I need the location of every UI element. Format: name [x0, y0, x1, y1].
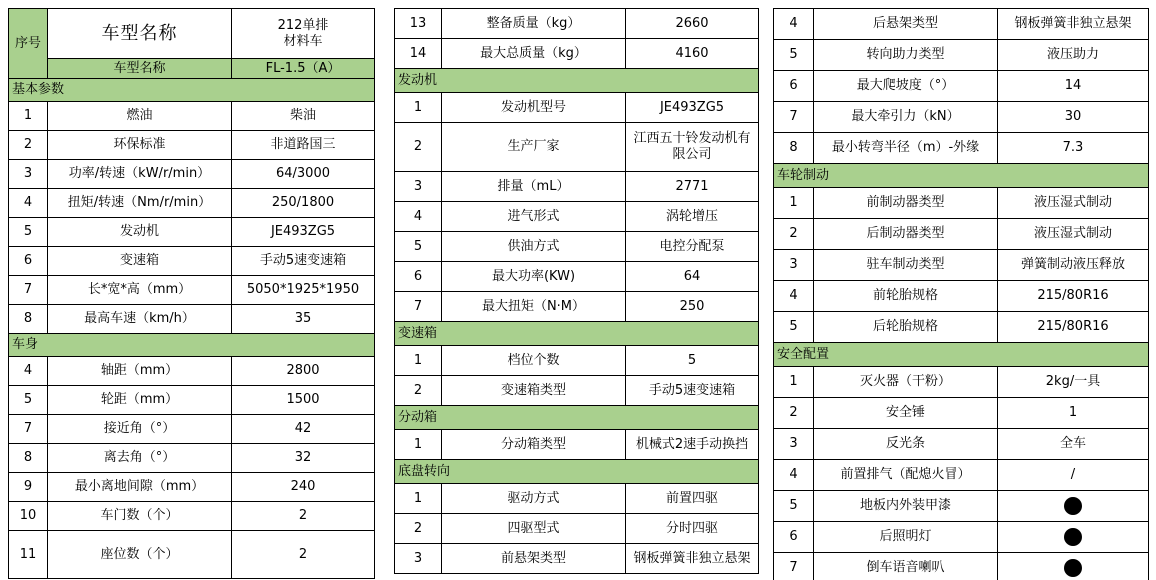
spec-row [395, 544, 759, 574]
spec-row [774, 522, 1149, 553]
spec-row [395, 346, 759, 376]
row-label-cell: 最小转弯半径（m）-外缘 [814, 133, 998, 164]
section-header-row [774, 343, 1149, 367]
row-label-cell: 后轮胎规格 [814, 312, 998, 343]
spec-column-brakes-safety [773, 8, 1148, 580]
section-header-cell: 安全配置 [774, 343, 1149, 367]
row-value-cell [998, 553, 1149, 580]
seq-header-cell: 序号 [9, 9, 48, 79]
row-value-cell: 1 [998, 398, 1149, 429]
row-number-cell: 14 [395, 39, 442, 69]
row-label-cell: 整备质量（kg） [442, 9, 626, 39]
row-number-cell: 2 [774, 219, 814, 250]
row-label-cell: 安全锤 [814, 398, 998, 429]
row-value-cell: 4160 [626, 39, 759, 69]
row-number-cell: 3 [9, 160, 48, 189]
spec-row [774, 281, 1149, 312]
row-label-cell: 功率/转速（kW/r/min） [48, 160, 232, 189]
row-value-cell: 35 [232, 305, 375, 334]
row-number-cell: 8 [9, 305, 48, 334]
row-label-cell: 排量（mL） [442, 172, 626, 202]
spec-row [9, 415, 375, 444]
row-number-cell: 2 [395, 514, 442, 544]
row-value-cell: 液压湿式制动 [998, 188, 1149, 219]
row-label-cell: 离去角（°） [48, 444, 232, 473]
row-label-cell: 进气形式 [442, 202, 626, 232]
row-value-cell: 电控分配泵 [626, 232, 759, 262]
row-number-cell: 5 [9, 386, 48, 415]
row-label-cell: 分动箱类型 [442, 430, 626, 460]
spec-row [9, 102, 375, 131]
row-value-cell: 2kg/一具 [998, 367, 1149, 398]
section-header-cell: 车身 [9, 334, 375, 357]
row-number-cell: 2 [395, 376, 442, 406]
model-header-block [9, 9, 375, 79]
row-label-cell: 环保标准 [48, 131, 232, 160]
row-number-cell: 3 [774, 429, 814, 460]
row-value-cell: 215/80R16 [998, 281, 1149, 312]
row-number-cell: 2 [395, 123, 442, 172]
row-value-cell: 2 [232, 531, 375, 579]
brakes-safety-body [774, 9, 1149, 580]
row-number-cell: 7 [9, 415, 48, 444]
model-code-label-cell: 车型名称 [48, 59, 232, 79]
section-header-row [395, 69, 759, 93]
spec-row [395, 376, 759, 406]
row-value-cell: 全车 [998, 429, 1149, 460]
row-label-cell: 生产厂家 [442, 123, 626, 172]
row-label-cell: 档位个数 [442, 346, 626, 376]
row-value-cell: JE493ZG5 [626, 93, 759, 123]
row-number-cell: 2 [9, 131, 48, 160]
row-label-cell: 转向助力类型 [814, 40, 998, 71]
row-label-cell: 座位数（个） [48, 531, 232, 579]
row-label-cell: 驱动方式 [442, 484, 626, 514]
row-number-cell: 1 [395, 430, 442, 460]
section-header-cell: 底盘转向 [395, 460, 759, 484]
spec-row [395, 172, 759, 202]
spec-column-engine [394, 8, 758, 574]
row-number-cell: 1 [774, 367, 814, 398]
spec-row [395, 9, 759, 39]
row-label-cell: 扭矩/转速（Nm/r/min） [48, 189, 232, 218]
engine-drivetrain-table [394, 8, 759, 574]
row-label-cell: 四驱型式 [442, 514, 626, 544]
row-value-cell: 64/3000 [232, 160, 375, 189]
row-label-cell: 最大扭矩（N·M） [442, 292, 626, 322]
row-value-cell: 7.3 [998, 133, 1149, 164]
spec-row [9, 189, 375, 218]
section-header-row [9, 334, 375, 357]
row-value-cell: 250 [626, 292, 759, 322]
brakes-safety-table [773, 8, 1149, 580]
row-value-cell: 钢板弹簧非独立悬架 [626, 544, 759, 574]
row-value-cell: 5 [626, 346, 759, 376]
model-name-line2: 材料车 [283, 33, 323, 49]
spec-row [9, 444, 375, 473]
spec-row [9, 531, 375, 579]
row-value-cell: 2800 [232, 357, 375, 386]
row-number-cell: 5 [774, 312, 814, 343]
spec-row [774, 102, 1149, 133]
row-label-cell: 最大爬坡度（°） [814, 71, 998, 102]
spec-row [9, 247, 375, 276]
section-header-cell: 基本参数 [9, 79, 375, 102]
row-label-cell: 发动机型号 [442, 93, 626, 123]
row-label-cell: 变速箱类型 [442, 376, 626, 406]
spec-row [774, 312, 1149, 343]
row-value-cell: 1500 [232, 386, 375, 415]
row-value-cell: / [998, 460, 1149, 491]
spec-row [395, 514, 759, 544]
row-number-cell: 9 [9, 473, 48, 502]
spec-row [395, 39, 759, 69]
row-value-cell: 前置四驱 [626, 484, 759, 514]
model-header-row [9, 9, 375, 59]
filled-dot-icon [1064, 497, 1082, 515]
spec-row [395, 232, 759, 262]
row-label-cell: 最高车速（km/h） [48, 305, 232, 334]
spec-row [395, 292, 759, 322]
section-header-cell: 分动箱 [395, 406, 759, 430]
row-value-cell: JE493ZG5 [232, 218, 375, 247]
spec-row [774, 71, 1149, 102]
spec-row [774, 460, 1149, 491]
spec-row [395, 93, 759, 123]
row-value-cell: 分时四驱 [626, 514, 759, 544]
row-label-cell: 驻车制动类型 [814, 250, 998, 281]
row-number-cell: 5 [774, 491, 814, 522]
row-number-cell: 6 [9, 247, 48, 276]
model-name-value-cell [232, 9, 375, 59]
spec-row [395, 202, 759, 232]
row-label-cell: 前轮胎规格 [814, 281, 998, 312]
row-label-cell: 最小离地间隙（mm） [48, 473, 232, 502]
row-label-cell: 反光条 [814, 429, 998, 460]
row-value-cell: 32 [232, 444, 375, 473]
row-number-cell: 6 [774, 71, 814, 102]
row-label-cell: 最大功率(KW) [442, 262, 626, 292]
section-header-row [395, 460, 759, 484]
spec-row [9, 502, 375, 531]
row-number-cell: 3 [395, 172, 442, 202]
spec-row [9, 357, 375, 386]
spec-row [395, 484, 759, 514]
row-number-cell: 5 [395, 232, 442, 262]
model-code-value-cell: FL-1.5（A） [232, 59, 375, 79]
row-number-cell: 6 [395, 262, 442, 292]
engine-drivetrain-body [395, 9, 759, 574]
spec-row [774, 367, 1149, 398]
row-label-cell: 后制动器类型 [814, 219, 998, 250]
spec-row [9, 305, 375, 334]
row-value-cell: 240 [232, 473, 375, 502]
row-number-cell: 1 [774, 188, 814, 219]
row-label-cell: 最大牵引力（kN） [814, 102, 998, 133]
row-value-cell: 液压湿式制动 [998, 219, 1149, 250]
row-number-cell: 5 [9, 218, 48, 247]
row-value-cell: 250/1800 [232, 189, 375, 218]
row-label-cell: 供油方式 [442, 232, 626, 262]
row-number-cell: 8 [9, 444, 48, 473]
row-label-cell: 后悬架类型 [814, 9, 998, 40]
section-header-cell: 变速箱 [395, 322, 759, 346]
row-value-cell: 手动5速变速箱 [626, 376, 759, 406]
row-label-cell: 发动机 [48, 218, 232, 247]
row-label-cell: 后照明灯 [814, 522, 998, 553]
spec-row [774, 250, 1149, 281]
row-number-cell: 1 [9, 102, 48, 131]
row-value-cell: 江西五十铃发动机有限公司 [626, 123, 759, 172]
row-value-cell: 2 [232, 502, 375, 531]
basic-params-body [9, 79, 375, 579]
row-number-cell: 1 [395, 484, 442, 514]
row-number-cell: 4 [774, 281, 814, 312]
row-label-cell: 前制动器类型 [814, 188, 998, 219]
row-label-cell: 地板内外装甲漆 [814, 491, 998, 522]
row-number-cell: 13 [395, 9, 442, 39]
row-value-cell: 215/80R16 [998, 312, 1149, 343]
row-label-cell: 轴距（mm） [48, 357, 232, 386]
row-label-cell: 变速箱 [48, 247, 232, 276]
row-number-cell: 4 [395, 202, 442, 232]
row-label-cell: 最大总质量（kg） [442, 39, 626, 69]
spec-row [774, 491, 1149, 522]
row-label-cell: 车门数（个） [48, 502, 232, 531]
row-label-cell: 长*宽*高（mm） [48, 276, 232, 305]
spec-row [774, 553, 1149, 580]
row-label-cell: 接近角（°） [48, 415, 232, 444]
row-label-cell: 燃油 [48, 102, 232, 131]
section-header-row [395, 322, 759, 346]
row-number-cell: 4 [9, 357, 48, 386]
spec-column-basic [8, 8, 374, 579]
model-code-row [9, 59, 375, 79]
row-number-cell: 4 [9, 189, 48, 218]
row-number-cell: 1 [395, 346, 442, 376]
spec-row [9, 473, 375, 502]
filled-dot-icon [1064, 559, 1082, 577]
row-label-cell: 前悬架类型 [442, 544, 626, 574]
row-number-cell: 6 [774, 522, 814, 553]
spec-row [9, 160, 375, 189]
section-header-cell: 发动机 [395, 69, 759, 93]
row-value-cell: 2771 [626, 172, 759, 202]
spec-row [9, 386, 375, 415]
spec-row [774, 9, 1149, 40]
row-value-cell: 机械式2速手动换挡 [626, 430, 759, 460]
spec-row [774, 40, 1149, 71]
row-value-cell: 30 [998, 102, 1149, 133]
spec-row [774, 133, 1149, 164]
row-value-cell: 42 [232, 415, 375, 444]
row-value-cell: 非道路国三 [232, 131, 375, 160]
row-number-cell: 1 [395, 93, 442, 123]
section-header-row [395, 406, 759, 430]
filled-dot-icon [1064, 528, 1082, 546]
row-number-cell: 11 [9, 531, 48, 579]
model-name-line1: 212单排 [277, 17, 329, 33]
row-value-cell: 64 [626, 262, 759, 292]
row-value-cell [998, 491, 1149, 522]
row-number-cell: 5 [774, 40, 814, 71]
row-number-cell: 10 [9, 502, 48, 531]
row-number-cell: 3 [774, 250, 814, 281]
spec-row [395, 262, 759, 292]
spec-row [774, 188, 1149, 219]
row-number-cell: 7 [395, 292, 442, 322]
row-value-cell: 液压助力 [998, 40, 1149, 71]
row-value-cell: 涡轮增压 [626, 202, 759, 232]
row-number-cell: 7 [774, 102, 814, 133]
spec-row [9, 218, 375, 247]
row-number-cell: 4 [774, 460, 814, 491]
spec-row [395, 430, 759, 460]
spec-row [774, 429, 1149, 460]
basic-params-table [8, 8, 375, 579]
row-number-cell: 4 [774, 9, 814, 40]
section-header-cell: 车轮制动 [774, 164, 1149, 188]
row-label-cell: 轮距（mm） [48, 386, 232, 415]
row-number-cell: 8 [774, 133, 814, 164]
section-header-row [9, 79, 375, 102]
row-value-cell: 弹簧制动液压释放 [998, 250, 1149, 281]
row-value-cell: 2660 [626, 9, 759, 39]
row-label-cell: 倒车语音喇叭 [814, 553, 998, 580]
spec-row [774, 219, 1149, 250]
model-name-title-cell: 车型名称 [48, 9, 232, 59]
row-value-cell [998, 522, 1149, 553]
row-value-cell: 柴油 [232, 102, 375, 131]
spec-row [395, 123, 759, 172]
row-value-cell: 钢板弹簧非独立悬架 [998, 9, 1149, 40]
row-number-cell: 2 [774, 398, 814, 429]
row-value-cell: 5050*1925*1950 [232, 276, 375, 305]
row-number-cell: 7 [9, 276, 48, 305]
section-header-row [774, 164, 1149, 188]
spec-row [9, 131, 375, 160]
row-number-cell: 7 [774, 553, 814, 580]
row-value-cell: 手动5速变速箱 [232, 247, 375, 276]
row-label-cell: 灭火器（干粉） [814, 367, 998, 398]
row-number-cell: 3 [395, 544, 442, 574]
row-value-cell: 14 [998, 71, 1149, 102]
spec-row [9, 276, 375, 305]
spec-row [774, 398, 1149, 429]
row-label-cell: 前置排气（配熄火冒） [814, 460, 998, 491]
